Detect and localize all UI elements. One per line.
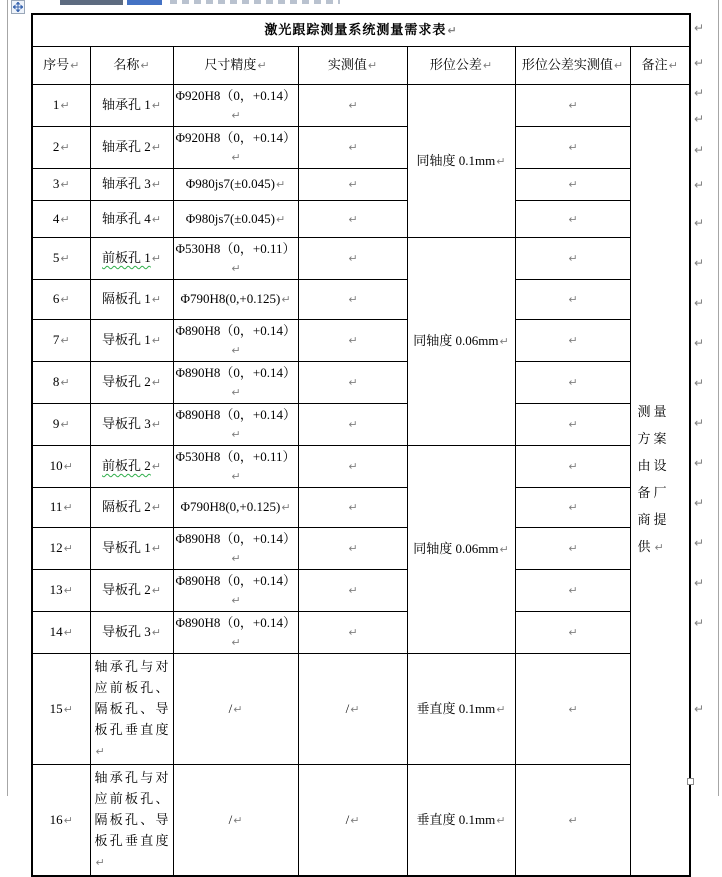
paragraph-mark: ↵ bbox=[568, 542, 578, 555]
paragraph-mark: ↵ bbox=[568, 99, 578, 112]
cell-spec[interactable] bbox=[173, 487, 298, 527]
cell-no[interactable] bbox=[32, 319, 90, 361]
paragraph-mark: ↵ bbox=[350, 702, 360, 716]
cell-name[interactable] bbox=[90, 611, 173, 653]
cell-no[interactable] bbox=[32, 168, 90, 200]
paragraph-mark: ↵ bbox=[482, 59, 493, 72]
paragraph-mark: ↵ bbox=[613, 59, 624, 72]
header-cell-3[interactable] bbox=[298, 46, 407, 84]
paragraph-mark: ↵ bbox=[60, 293, 70, 306]
paragraph-mark: ↵ bbox=[233, 702, 243, 716]
cell-measured[interactable] bbox=[298, 445, 407, 487]
end-of-row-mark: ↵ bbox=[694, 416, 705, 430]
title-row bbox=[32, 14, 690, 46]
table-row bbox=[32, 653, 690, 764]
paragraph-mark: ↵ bbox=[60, 141, 70, 154]
cell-spec[interactable] bbox=[173, 764, 298, 876]
header-cell-6[interactable] bbox=[630, 46, 690, 84]
cell-spec[interactable] bbox=[173, 126, 298, 168]
paragraph-mark: ↵ bbox=[151, 460, 161, 473]
paragraph-mark: ↵ bbox=[348, 293, 358, 306]
dimension-spec: Φ920H8（0，+0.14） bbox=[175, 129, 296, 145]
paragraph-mark: ↵ bbox=[348, 334, 358, 347]
table-row bbox=[32, 764, 690, 876]
paragraph-mark: ↵ bbox=[231, 150, 241, 164]
cell-spec[interactable] bbox=[173, 403, 298, 445]
header-label: 尺寸精度 bbox=[204, 57, 257, 72]
cell-measured[interactable] bbox=[298, 279, 407, 319]
paragraph-mark: ↵ bbox=[568, 584, 578, 597]
clipped-text-fragment bbox=[60, 0, 123, 5]
paragraph-mark: ↵ bbox=[496, 154, 506, 168]
part-name: 轴承孔与对应前板孔、隔板孔、导板孔垂直度 bbox=[94, 658, 169, 737]
cell-name[interactable] bbox=[90, 279, 173, 319]
end-of-row-mark: ↵ bbox=[694, 86, 705, 100]
cell-spec[interactable] bbox=[173, 527, 298, 569]
table-title-cell[interactable] bbox=[32, 14, 690, 46]
part-name: 导板孔 1 bbox=[102, 540, 151, 555]
cell-no[interactable] bbox=[32, 361, 90, 403]
cell-measured[interactable] bbox=[298, 168, 407, 200]
cell-no[interactable] bbox=[32, 611, 90, 653]
part-name: 导板孔 2 bbox=[102, 582, 151, 597]
part-name: 导板孔 1 bbox=[102, 332, 151, 347]
paragraph-mark: ↵ bbox=[63, 501, 73, 514]
cell-spec[interactable] bbox=[173, 611, 298, 653]
paragraph-mark: ↵ bbox=[348, 542, 358, 555]
cell-no[interactable] bbox=[32, 403, 90, 445]
paragraph-mark: ↵ bbox=[568, 178, 578, 191]
end-of-row-mark: ↵ bbox=[694, 56, 705, 70]
cell-name[interactable] bbox=[90, 653, 173, 764]
page-boundary-right bbox=[718, 0, 719, 796]
part-name: 导板孔 2 bbox=[102, 374, 151, 389]
cell-no[interactable] bbox=[32, 764, 90, 876]
cell-measured[interactable] bbox=[298, 84, 407, 126]
end-of-row-mark: ↵ bbox=[694, 536, 705, 550]
paragraph-mark: ↵ bbox=[496, 813, 506, 827]
cell-spec[interactable] bbox=[173, 237, 298, 279]
dimension-spec: Φ790H8(0,+0.125) bbox=[180, 291, 281, 306]
tolerance-spec: 同轴度 0.06mm bbox=[413, 333, 499, 348]
table-title: 激光跟踪测量系统测量需求表 bbox=[264, 22, 447, 38]
measured-value: / bbox=[345, 811, 350, 827]
cell-measured[interactable] bbox=[298, 611, 407, 653]
table-row bbox=[32, 84, 690, 126]
header-label: 实测值 bbox=[327, 57, 367, 72]
paragraph-mark: ↵ bbox=[348, 418, 358, 431]
header-label: 形位公差 bbox=[429, 57, 482, 72]
part-name: 导板孔 3 bbox=[102, 624, 151, 639]
cell-measured[interactable] bbox=[298, 487, 407, 527]
row-number: 11 bbox=[49, 499, 63, 514]
part-name: 前板孔 1 bbox=[102, 250, 151, 265]
cell-tolerance-measured[interactable] bbox=[515, 279, 630, 319]
cell-tolerance-measured[interactable] bbox=[515, 487, 630, 527]
paragraph-mark: ↵ bbox=[568, 334, 578, 347]
paragraph-mark: ↵ bbox=[257, 59, 267, 72]
cell-no[interactable] bbox=[32, 200, 90, 237]
tolerance-spec: 垂直度 0.1mm bbox=[416, 700, 496, 716]
measurement-requirements-table bbox=[31, 13, 691, 877]
row-number: 4 bbox=[52, 210, 60, 226]
cell-tolerance-measured[interactable] bbox=[515, 126, 630, 168]
cell-tolerance-measured[interactable] bbox=[515, 653, 630, 764]
paragraph-mark: ↵ bbox=[63, 702, 73, 716]
part-name: 轴承孔 2 bbox=[102, 139, 151, 154]
paragraph-mark: ↵ bbox=[231, 427, 241, 441]
cell-name[interactable] bbox=[90, 487, 173, 527]
paragraph-mark: ↵ bbox=[654, 541, 667, 554]
cell-tolerance-measured[interactable] bbox=[515, 200, 630, 237]
cell-no[interactable] bbox=[32, 279, 90, 319]
paragraph-mark: ↵ bbox=[568, 460, 578, 473]
end-of-row-mark: ↵ bbox=[694, 143, 705, 157]
paragraph-mark: ↵ bbox=[568, 626, 578, 639]
paragraph-mark: ↵ bbox=[348, 212, 358, 226]
paragraph-mark: ↵ bbox=[281, 501, 291, 514]
part-name: 轴承孔 1 bbox=[102, 97, 151, 112]
row-number: 3 bbox=[52, 176, 60, 191]
cell-tolerance-measured[interactable] bbox=[515, 527, 630, 569]
cell-name[interactable] bbox=[90, 445, 173, 487]
cell-measured[interactable] bbox=[298, 527, 407, 569]
cell-measured[interactable] bbox=[298, 237, 407, 279]
paragraph-mark: ↵ bbox=[95, 855, 105, 869]
paragraph-mark: ↵ bbox=[63, 542, 73, 555]
paragraph-mark: ↵ bbox=[60, 334, 70, 347]
header-row bbox=[32, 46, 690, 84]
dimension-spec: Φ530H8（0，+0.11） bbox=[175, 448, 296, 464]
paragraph-mark: ↵ bbox=[231, 108, 241, 122]
paragraph-mark: ↵ bbox=[151, 212, 161, 226]
table-move-handle[interactable] bbox=[11, 0, 25, 14]
header-label: 备注 bbox=[641, 57, 668, 72]
end-of-row-mark: ↵ bbox=[694, 336, 705, 350]
paragraph-mark: ↵ bbox=[348, 626, 358, 639]
cell-tolerance[interactable] bbox=[407, 84, 515, 237]
row-number: 2 bbox=[52, 139, 60, 154]
paragraph-mark: ↵ bbox=[151, 418, 161, 431]
paragraph-mark: ↵ bbox=[63, 584, 73, 597]
part-name: 轴承孔与对应前板孔、隔板孔、导板孔垂直度 bbox=[94, 769, 169, 848]
cell-name[interactable] bbox=[90, 319, 173, 361]
cell-tolerance-measured[interactable] bbox=[515, 361, 630, 403]
paragraph-mark: ↵ bbox=[63, 460, 73, 473]
cell-spec[interactable] bbox=[173, 653, 298, 764]
paragraph-mark: ↵ bbox=[447, 24, 458, 38]
cell-no[interactable] bbox=[32, 84, 90, 126]
end-of-row-mark: ↵ bbox=[694, 496, 705, 510]
tolerance-spec: 同轴度 0.06mm bbox=[413, 541, 499, 556]
paragraph-mark: ↵ bbox=[231, 385, 241, 399]
cell-measured[interactable] bbox=[298, 569, 407, 611]
cell-no[interactable] bbox=[32, 126, 90, 168]
paragraph-mark: ↵ bbox=[60, 212, 70, 226]
cell-measured[interactable] bbox=[298, 403, 407, 445]
cell-spec[interactable] bbox=[173, 200, 298, 237]
paragraph-mark: ↵ bbox=[60, 418, 70, 431]
row-number: 12 bbox=[49, 540, 63, 555]
cell-spec[interactable] bbox=[173, 84, 298, 126]
cell-tolerance-measured[interactable] bbox=[515, 237, 630, 279]
dimension-spec: Φ980js7(±0.045) bbox=[185, 176, 275, 191]
paragraph-mark: ↵ bbox=[568, 212, 578, 226]
paragraph-mark: ↵ bbox=[231, 635, 241, 649]
cell-measured[interactable] bbox=[298, 764, 407, 876]
dimension-spec: Φ890H8（0，+0.14） bbox=[175, 572, 296, 588]
table-row bbox=[32, 527, 690, 569]
header-cell-1[interactable] bbox=[90, 46, 173, 84]
paragraph-mark: ↵ bbox=[668, 59, 678, 72]
paragraph-mark: ↵ bbox=[63, 626, 73, 639]
paragraph-mark: ↵ bbox=[70, 59, 80, 72]
dimension-spec: Φ530H8（0，+0.11） bbox=[175, 240, 296, 256]
paragraph-mark: ↵ bbox=[348, 99, 358, 112]
cell-tolerance[interactable] bbox=[407, 653, 515, 764]
cell-name[interactable] bbox=[90, 84, 173, 126]
table-resize-handle[interactable] bbox=[687, 778, 694, 785]
paragraph-mark: ↵ bbox=[568, 293, 578, 306]
row-number: 16 bbox=[49, 811, 63, 827]
table-row bbox=[32, 168, 690, 200]
remark-text bbox=[633, 398, 688, 561]
cell-no[interactable] bbox=[32, 445, 90, 487]
cell-spec[interactable] bbox=[173, 279, 298, 319]
table-row bbox=[32, 126, 690, 168]
page-boundary-left bbox=[7, 0, 8, 796]
paragraph-mark: ↵ bbox=[231, 593, 241, 607]
row-number: 15 bbox=[49, 700, 63, 716]
row-number: 7 bbox=[52, 332, 60, 347]
cell-spec[interactable] bbox=[173, 569, 298, 611]
header-cell-5[interactable] bbox=[515, 46, 630, 84]
cell-spec[interactable] bbox=[173, 361, 298, 403]
table-row bbox=[32, 279, 690, 319]
header-cell-0[interactable] bbox=[32, 46, 90, 84]
paragraph-mark: ↵ bbox=[568, 252, 578, 265]
row-number: 9 bbox=[52, 416, 60, 431]
table-row bbox=[32, 611, 690, 653]
cell-spec[interactable] bbox=[173, 168, 298, 200]
paragraph-mark: ↵ bbox=[151, 293, 161, 306]
paragraph-mark: ↵ bbox=[568, 418, 578, 431]
paragraph-mark: ↵ bbox=[60, 376, 70, 389]
table-row bbox=[32, 200, 690, 237]
table-row bbox=[32, 361, 690, 403]
move-icon bbox=[13, 2, 23, 12]
paragraph-mark: ↵ bbox=[231, 469, 241, 483]
paragraph-mark: ↵ bbox=[60, 178, 70, 191]
end-of-row-mark: ↵ bbox=[694, 456, 705, 470]
end-of-row-mark: ↵ bbox=[694, 296, 705, 310]
row-number: 1 bbox=[52, 97, 60, 112]
cell-name[interactable] bbox=[90, 200, 173, 237]
cell-measured[interactable] bbox=[298, 361, 407, 403]
cell-no[interactable] bbox=[32, 237, 90, 279]
paragraph-mark: ↵ bbox=[151, 501, 161, 514]
cell-tolerance-measured[interactable] bbox=[515, 611, 630, 653]
paragraph-mark: ↵ bbox=[151, 584, 161, 597]
cell-name[interactable] bbox=[90, 168, 173, 200]
paragraph-mark: ↵ bbox=[348, 501, 358, 514]
row-number: 13 bbox=[49, 582, 63, 597]
cell-name[interactable] bbox=[90, 237, 173, 279]
paragraph-mark: ↵ bbox=[350, 813, 360, 827]
cell-tolerance-measured[interactable] bbox=[515, 319, 630, 361]
part-name: 导板孔 3 bbox=[102, 416, 151, 431]
dimension-spec: Φ890H8（0，+0.14） bbox=[175, 406, 296, 422]
table-row bbox=[32, 445, 690, 487]
paragraph-mark: ↵ bbox=[348, 178, 358, 191]
dimension-spec: Φ890H8（0，+0.14） bbox=[175, 322, 296, 338]
end-of-row-mark: ↵ bbox=[694, 112, 705, 126]
table-row bbox=[32, 319, 690, 361]
end-of-row-mark: ↵ bbox=[694, 576, 705, 590]
dimension-spec: Φ920H8（0，+0.14） bbox=[175, 87, 296, 103]
cell-tolerance-measured[interactable] bbox=[515, 403, 630, 445]
part-name: 轴承孔 3 bbox=[102, 176, 151, 191]
paragraph-mark: ↵ bbox=[231, 551, 241, 565]
cell-remark[interactable] bbox=[630, 84, 690, 876]
cell-name[interactable] bbox=[90, 403, 173, 445]
cell-spec[interactable] bbox=[173, 319, 298, 361]
part-name: 隔板孔 1 bbox=[102, 291, 151, 306]
paragraph-mark: ↵ bbox=[140, 59, 150, 72]
paragraph-mark: ↵ bbox=[151, 626, 161, 639]
row-number: 14 bbox=[49, 624, 63, 639]
paragraph-mark: ↵ bbox=[233, 813, 243, 827]
paragraph-mark: ↵ bbox=[60, 99, 70, 112]
paragraph-mark: ↵ bbox=[496, 702, 506, 716]
cell-name[interactable] bbox=[90, 569, 173, 611]
header-cell-4[interactable] bbox=[407, 46, 515, 84]
table-row bbox=[32, 487, 690, 527]
paragraph-mark: ↵ bbox=[151, 99, 161, 112]
clipped-link-fragment bbox=[127, 0, 162, 5]
paragraph-mark: ↵ bbox=[151, 334, 161, 347]
cell-name[interactable] bbox=[90, 527, 173, 569]
cell-tolerance-measured[interactable] bbox=[515, 764, 630, 876]
cell-tolerance-measured[interactable] bbox=[515, 569, 630, 611]
dimension-spec: Φ980js7(±0.045) bbox=[185, 210, 275, 226]
cell-spec[interactable] bbox=[173, 445, 298, 487]
row-number: 6 bbox=[52, 291, 60, 306]
header-label: 名称 bbox=[113, 57, 140, 72]
cell-name[interactable] bbox=[90, 361, 173, 403]
cell-measured[interactable] bbox=[298, 200, 407, 237]
paragraph-mark: ↵ bbox=[367, 59, 378, 72]
dimension-spec: Φ890H8（0，+0.14） bbox=[175, 530, 296, 546]
header-label: 序号 bbox=[43, 57, 70, 72]
end-of-row-mark: ↵ bbox=[694, 177, 705, 192]
cell-tolerance[interactable] bbox=[407, 764, 515, 876]
cell-tolerance-measured[interactable] bbox=[515, 445, 630, 487]
paragraph-mark: ↵ bbox=[151, 376, 161, 389]
paragraph-mark: ↵ bbox=[568, 813, 578, 827]
paragraph-mark: ↵ bbox=[276, 178, 286, 191]
paragraph-mark: ↵ bbox=[151, 178, 161, 191]
paragraph-mark: ↵ bbox=[568, 702, 578, 716]
paragraph-mark: ↵ bbox=[63, 813, 73, 827]
paragraph-mark: ↵ bbox=[348, 376, 358, 389]
part-name: 前板孔 2 bbox=[102, 458, 151, 473]
paragraph-mark: ↵ bbox=[348, 141, 358, 154]
paragraph-mark: ↵ bbox=[231, 343, 241, 357]
paragraph-mark: ↵ bbox=[151, 542, 161, 555]
paragraph-mark: ↵ bbox=[348, 252, 358, 265]
paragraph-mark: ↵ bbox=[231, 261, 241, 275]
header-label: 形位公差实测值 bbox=[521, 57, 613, 72]
cell-tolerance-measured[interactable] bbox=[515, 168, 630, 200]
paragraph-mark: ↵ bbox=[151, 141, 161, 154]
tolerance-spec: 同轴度 0.1mm bbox=[416, 152, 496, 168]
cell-measured[interactable] bbox=[298, 653, 407, 764]
cell-name[interactable] bbox=[90, 764, 173, 876]
paragraph-mark: ↵ bbox=[151, 252, 161, 265]
end-of-row-mark: ↵ bbox=[694, 376, 705, 390]
paragraph-mark: ↵ bbox=[568, 376, 578, 389]
end-of-row-mark: ↵ bbox=[694, 216, 705, 230]
paragraph-mark: ↵ bbox=[499, 543, 509, 556]
end-of-row-mark: ↵ bbox=[694, 702, 705, 716]
paragraph-mark: ↵ bbox=[568, 501, 578, 514]
paragraph-mark: ↵ bbox=[348, 460, 358, 473]
dimension-spec: / bbox=[228, 700, 233, 716]
cell-name[interactable] bbox=[90, 126, 173, 168]
row-number: 10 bbox=[49, 458, 63, 473]
cell-measured[interactable] bbox=[298, 126, 407, 168]
cell-tolerance-measured[interactable] bbox=[515, 84, 630, 126]
end-of-row-mark: ↵ bbox=[694, 21, 705, 35]
table-row bbox=[32, 237, 690, 279]
paragraph-mark: ↵ bbox=[568, 141, 578, 154]
header-cell-2[interactable] bbox=[173, 46, 298, 84]
cell-tolerance[interactable] bbox=[407, 237, 515, 445]
part-name: 轴承孔 4 bbox=[102, 210, 151, 226]
clipped-text-dots bbox=[170, 0, 340, 4]
dimension-spec: Φ890H8（0，+0.14） bbox=[175, 614, 296, 630]
cell-measured[interactable] bbox=[298, 319, 407, 361]
paragraph-mark: ↵ bbox=[499, 335, 509, 348]
remark-label: 测量方案由设备厂商提供 bbox=[637, 404, 670, 554]
cell-tolerance[interactable] bbox=[407, 445, 515, 653]
cell-no[interactable] bbox=[32, 653, 90, 764]
dimension-spec: / bbox=[228, 811, 233, 827]
end-of-row-mark: ↵ bbox=[694, 256, 705, 270]
table-row bbox=[32, 403, 690, 445]
measured-value: / bbox=[345, 700, 350, 716]
end-of-row-mark: ↵ bbox=[694, 616, 705, 630]
row-number: 8 bbox=[52, 374, 60, 389]
dimension-spec: Φ890H8（0，+0.14） bbox=[175, 364, 296, 380]
dimension-spec: Φ790H8(0,+0.125) bbox=[180, 499, 281, 514]
paragraph-mark: ↵ bbox=[60, 252, 70, 265]
cell-no[interactable] bbox=[32, 569, 90, 611]
part-name: 隔板孔 2 bbox=[102, 499, 151, 514]
cell-no[interactable] bbox=[32, 527, 90, 569]
paragraph-mark: ↵ bbox=[276, 212, 286, 226]
paragraph-mark: ↵ bbox=[281, 293, 291, 306]
tolerance-spec: 垂直度 0.1mm bbox=[416, 811, 496, 827]
cell-no[interactable] bbox=[32, 487, 90, 527]
table-row bbox=[32, 569, 690, 611]
paragraph-mark: ↵ bbox=[348, 584, 358, 597]
row-number: 5 bbox=[52, 250, 60, 265]
paragraph-mark: ↵ bbox=[95, 744, 105, 758]
